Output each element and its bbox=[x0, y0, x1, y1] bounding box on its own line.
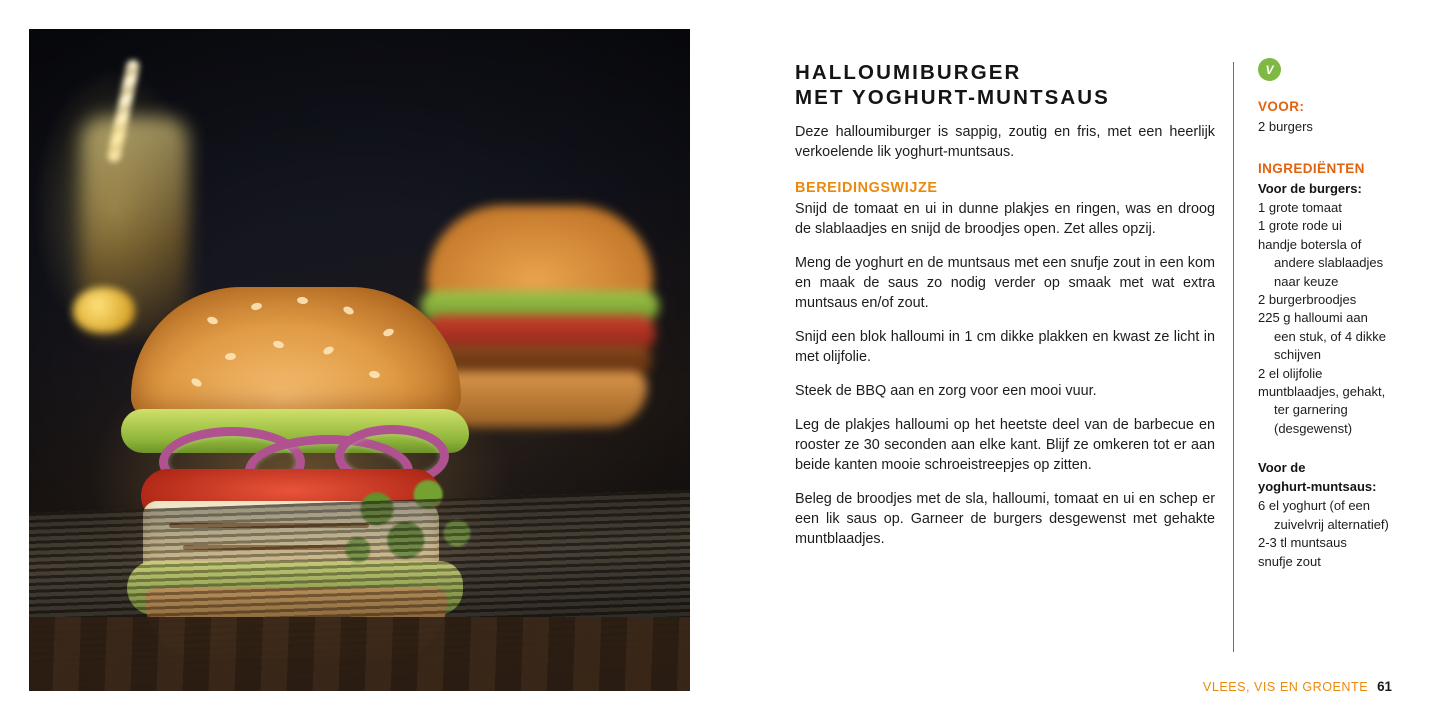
ingredient-item: schijven bbox=[1274, 347, 1321, 363]
bun-top bbox=[131, 287, 461, 419]
servings-heading: VOOR: bbox=[1258, 99, 1305, 114]
ingredient-item: snufje zout bbox=[1258, 553, 1321, 569]
method-step: Steek de BBQ aan en zorg voor een mooi vuur. bbox=[795, 383, 1097, 399]
recipe-intro: Deze halloumiburger is sappig, zoutig en fris, met een heerlijk verkoelende lik yoghurt-muntsaus. bbox=[795, 124, 1215, 160]
ingredient-item: muntblaadjes, gehakt, bbox=[1258, 384, 1386, 400]
ingredient-item: 225 g halloumi aan bbox=[1258, 310, 1368, 326]
ingredient-item: 1 grote rode ui bbox=[1258, 218, 1342, 234]
ingredients-sidebar bbox=[1258, 58, 1406, 590]
recipe-title-line-1: HALLOUMIBURGER bbox=[795, 61, 1022, 84]
page-title bbox=[795, 60, 1215, 110]
page-right bbox=[720, 0, 1440, 721]
page-footer bbox=[1203, 679, 1392, 694]
method-step: Snijd de tomaat en ui in dunne plakjes en ringen, was en droog de slablaadjes en snijd de broodjes open. Zet alles opzij. bbox=[795, 201, 1215, 237]
column-divider bbox=[1233, 62, 1234, 652]
recipe-photo bbox=[29, 29, 690, 691]
ingredient-item: 6 el yoghurt (of een bbox=[1258, 498, 1371, 514]
ingredient-item: 2 el olijfolie bbox=[1258, 365, 1323, 381]
ingredient-item: ter garnering bbox=[1274, 402, 1348, 418]
method-step: Meng de yoghurt en de muntsaus met een snufje zout in een kom en maak de saus zo nodig verder op smaak met wat extra muntsaus en/of zout. bbox=[795, 255, 1215, 311]
recipe-title-line-2: MET YOGHURT-MUNTSAUS bbox=[795, 86, 1110, 109]
photo-canvas bbox=[29, 29, 690, 691]
ingredient-item: (desgewenst) bbox=[1274, 420, 1353, 436]
method-step: Beleg de broodjes met de sla, halloumi, tomaat en ui en schep er een lik saus op. Garneer de burgers desgewenst met gehakte muntblaadjes. bbox=[795, 491, 1215, 547]
servings-block bbox=[1258, 99, 1406, 135]
ingredient-list-sauce bbox=[1258, 497, 1406, 570]
ingredient-group-heading: Voor de burgers: bbox=[1258, 181, 1362, 196]
ingredient-group-heading: Voor de bbox=[1258, 460, 1306, 476]
ingredient-item: 1 grote tomaat bbox=[1258, 200, 1342, 215]
ingredient-item: 2-3 tl muntsaus bbox=[1258, 535, 1347, 551]
ingredient-item: handje botersla of bbox=[1258, 236, 1362, 252]
ingredient-item: naar keuze bbox=[1274, 273, 1339, 289]
method-heading: BEREIDINGSWIJZE bbox=[795, 180, 938, 196]
ingredient-list-burgers bbox=[1258, 199, 1406, 437]
recipe-text-column bbox=[795, 60, 1215, 549]
ingredient-item: andere slablaadjes bbox=[1274, 255, 1384, 271]
ingredients-heading: INGREDIËNTEN bbox=[1258, 161, 1365, 176]
ingredient-item: 2 burgerbroodjes bbox=[1258, 292, 1357, 308]
wooden-table bbox=[29, 617, 690, 691]
vegetarian-badge-icon: V bbox=[1258, 58, 1281, 81]
method-step: Snijd een blok halloumi in 1 cm dikke plakken en kwast ze licht in met olijfolie. bbox=[795, 329, 1215, 365]
ingredient-item: zuivelvrij alternatief) bbox=[1274, 516, 1389, 532]
ingredient-item: een stuk, of 4 dikke bbox=[1274, 328, 1387, 344]
ingredient-group-heading-cont: yoghurt-muntsaus: bbox=[1258, 479, 1377, 495]
page-number: 61 bbox=[1377, 679, 1392, 694]
method-step: Leg de plakjes halloumi op het heetste deel van de barbecue en rooster ze 30 seconden aan elke kant. Blijf ze omkeren tot er aan beide kanten mooie schroeistreepjes op zitten. bbox=[795, 417, 1215, 473]
footer-chapter-label: VLEES, VIS EN GROENTE bbox=[1202, 680, 1369, 694]
servings-value: 2 burgers bbox=[1258, 119, 1313, 134]
